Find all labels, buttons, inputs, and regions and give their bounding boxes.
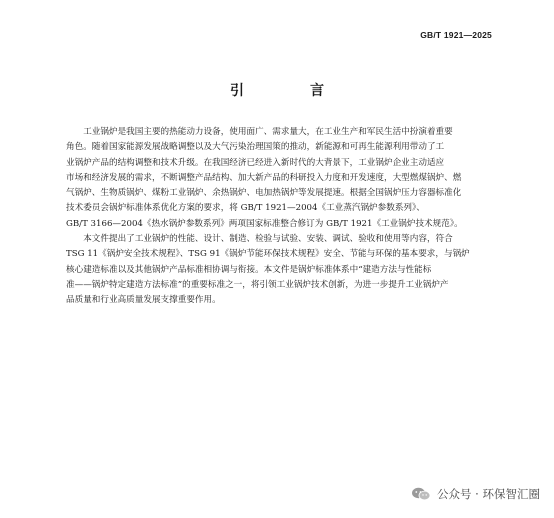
text-line: 市场和经济发展的需求，不断调整产品结构、加大新产品的科研投入力度和开发速度，大型燃煤锅炉、燃 — [66, 172, 462, 183]
text-line: TSG 11《锅炉安全技术规程》、TSG 91《锅炉节能环保技术规程》安全、节能与环保的基本要求，与锅炉 — [66, 249, 470, 260]
text-line: 气锅炉、生物质锅炉、煤粉工业锅炉、余热锅炉、电加热锅炉等发展提速。根据全国锅炉压力容器标准化 — [66, 188, 462, 199]
text-line: 业锅炉产品的结构调整和技术升级。在我国经济已经进入新时代的大背景下，工业锅炉企业主动适应 — [66, 157, 445, 168]
standard-code: GB/T 1921—2025 — [420, 30, 492, 40]
text-line: 角色。随着国家能源发展战略调整以及大气污染治理国策的推动，新能源和可再生能源利用带动了工 — [66, 142, 445, 153]
body-text — [66, 125, 496, 309]
watermark — [411, 486, 540, 502]
text-line: 工业锅炉是我国主要的热能动力设备，使用面广、需求量大，在工业生产和军民生活中扮演着重要 — [66, 127, 453, 137]
text-line: 准——锅炉特定建造方法标准”的重要标准之一，将引领工业锅炉技术创新，为进一步提升工业锅炉产 — [66, 279, 449, 290]
text-line: 核心建造标准以及其他锅炉产品标准相协调与衔接。本文件是锅炉标准体系中“建造方法与性能标 — [66, 264, 432, 275]
watermark-text: 公众号 · 环保智汇圈 — [437, 487, 540, 501]
wechat-icon — [411, 487, 431, 501]
page-title: 引 言 — [230, 83, 350, 99]
text-line: 技术委员会锅炉标准体系优化方案的要求，将 GB/T 1921—2004《工业蒸汽锅炉参数系列》、 — [66, 203, 425, 214]
text-line: 本文件提出了工业锅炉的性能、设计、制造、检验与试验、安装、调试、验收和使用等内容，符合 — [66, 234, 453, 245]
text-line: GB/T 3166—2004《热水锅炉参数系列》两项国家标准整合修订为 GB/T 1921《工业锅炉技术规范》。 — [66, 218, 463, 229]
text-line: 品质量和行业高质量发展支撑重要作用。 — [66, 295, 221, 306]
